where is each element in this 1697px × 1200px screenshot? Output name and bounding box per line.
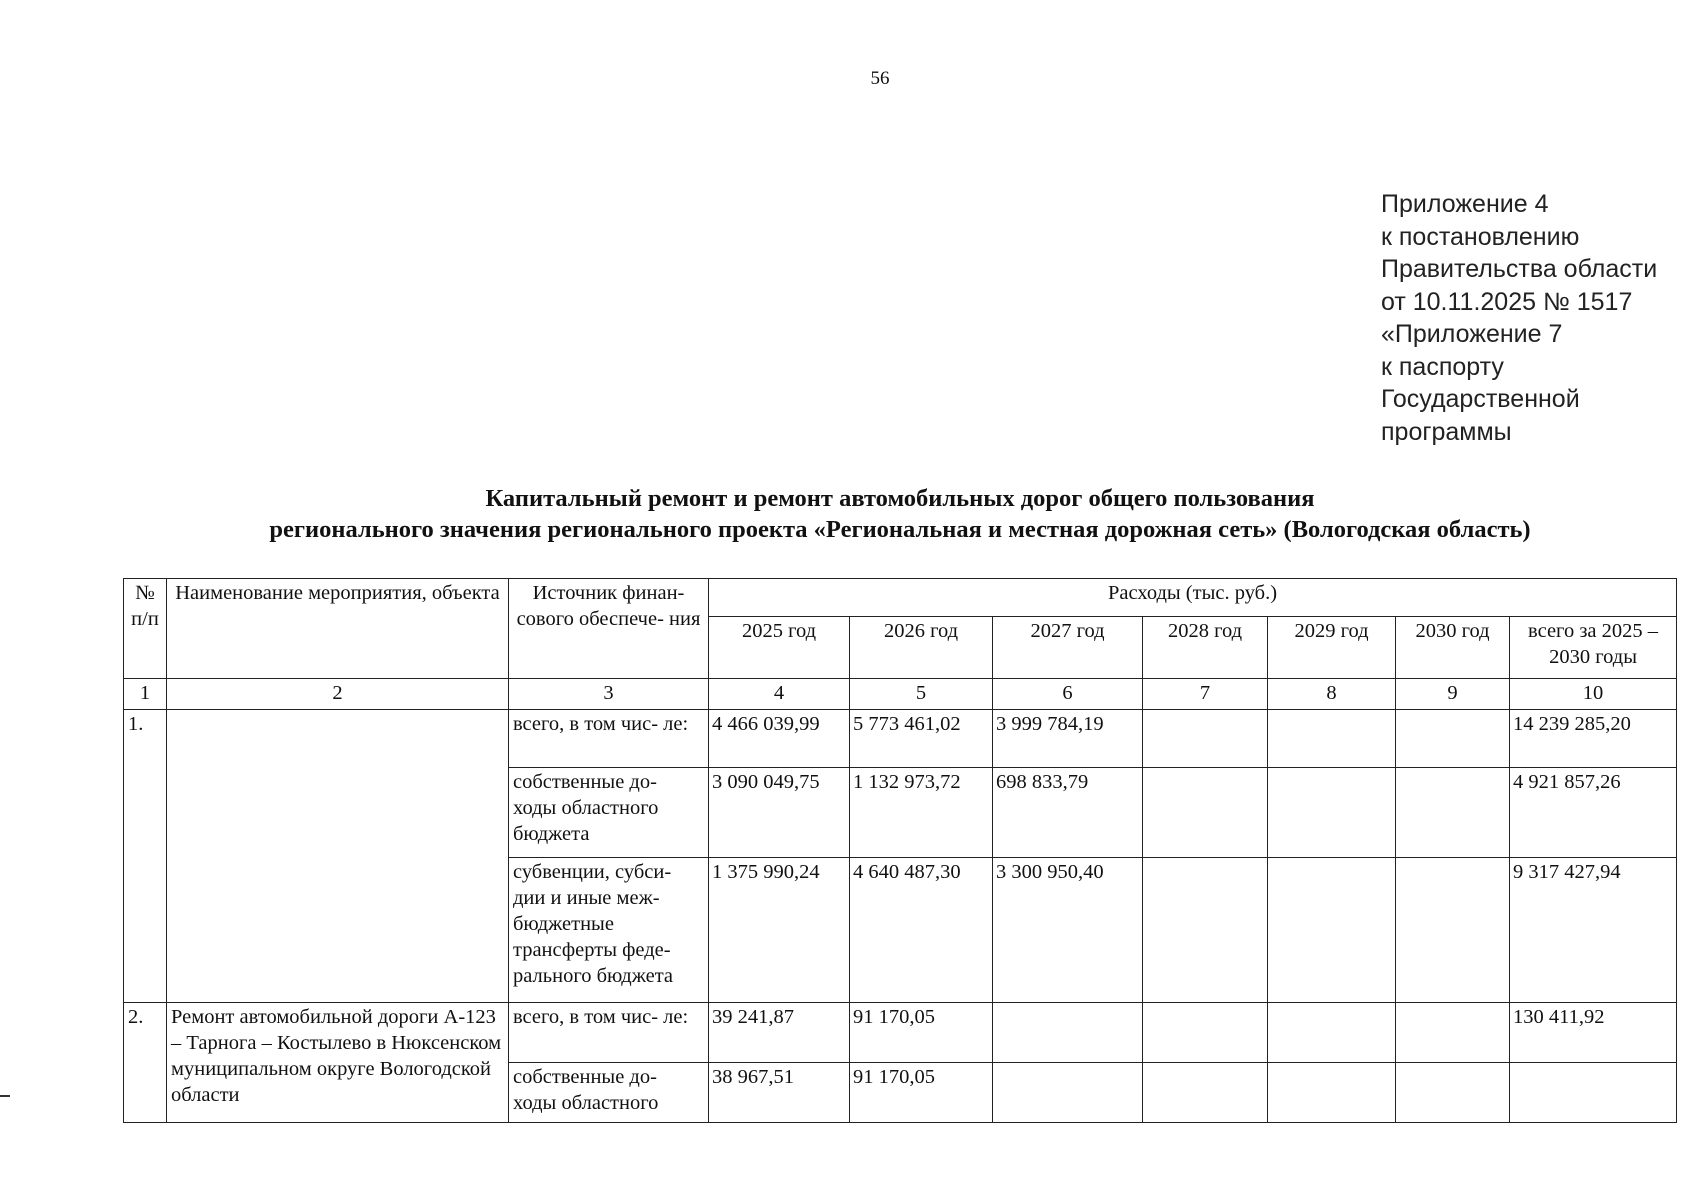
row-value: 91 170,05 [850, 1003, 993, 1063]
header-expenses: Расходы (тыс. руб.) [709, 579, 1677, 617]
table-row [124, 710, 1677, 768]
appendix-line: «Приложение 7 [1381, 320, 1563, 348]
header-year: 2026 год [850, 617, 993, 679]
header-year: 2028 год [1143, 617, 1268, 679]
row-name: Ремонт автомобильной дороги А-123 – Тарнога – Костылево в Нюксенском муниципальном округе Вологодской области [167, 1003, 509, 1123]
row-value [1396, 768, 1510, 858]
column-number: 8 [1268, 679, 1396, 710]
row-value: 39 241,87 [709, 1003, 850, 1063]
row-source: собственные до- ходы областного бюджета [509, 768, 709, 858]
appendix-line: Правительства области [1381, 255, 1658, 283]
row-value: 3 090 049,75 [709, 768, 850, 858]
row-value: 5 773 461,02 [850, 710, 993, 768]
row-name [167, 710, 509, 1003]
row-value [1143, 1063, 1268, 1123]
row-value [1143, 768, 1268, 858]
row-value [1143, 710, 1268, 768]
margin-mark [0, 1095, 10, 1097]
row-value [1396, 858, 1510, 1003]
row-total: 4 921 857,26 [1510, 768, 1677, 858]
row-value [1268, 710, 1396, 768]
row-value [1143, 1003, 1268, 1063]
column-number: 10 [1510, 679, 1677, 710]
header-year: 2030 год [1396, 617, 1510, 679]
row-source: всего, в том чис- ле: [509, 710, 709, 768]
row-value [993, 1003, 1143, 1063]
appendix-line: к паспорту [1381, 352, 1504, 381]
row-value: 1 375 990,24 [709, 858, 850, 1003]
row-value [993, 1063, 1143, 1123]
row-value: 4 640 487,30 [850, 858, 993, 1003]
header-source: Источник финан- сового обеспече- ния [509, 579, 709, 679]
row-value: 91 170,05 [850, 1063, 993, 1123]
row-total [1510, 1063, 1677, 1123]
appendix-line: Государственной [1381, 385, 1580, 413]
column-number: 9 [1396, 679, 1510, 710]
row-value [1396, 710, 1510, 768]
column-number: 3 [509, 679, 709, 710]
row-value: 3 300 950,40 [993, 858, 1143, 1003]
header-year: 2029 год [1268, 617, 1396, 679]
row-value [1396, 1003, 1510, 1063]
row-total: 9 317 427,94 [1510, 858, 1677, 1003]
document-title [120, 483, 1680, 545]
row-value: 1 132 973,72 [850, 768, 993, 858]
appendix-block [1381, 188, 1657, 448]
row-value [1396, 1063, 1510, 1123]
title-line: регионального значения регионального проекта «Региональная и местная дорожная сеть» (Вологодская область) [269, 516, 1531, 543]
appendix-line: к постановлению [1381, 222, 1580, 251]
column-number: 4 [709, 679, 850, 710]
row-number: 1. [124, 710, 167, 1003]
appendix-line: Приложение 4 [1381, 190, 1549, 218]
row-value [1143, 858, 1268, 1003]
row-value: 38 967,51 [709, 1063, 850, 1123]
appendix-line: от 10.11.2025 № 1517 [1381, 287, 1633, 316]
row-source: субвенции, субси- дии и иные меж- бюджетные трансферты феде- рального бюджета [509, 858, 709, 1003]
row-number: 2. [124, 1003, 167, 1123]
title-line: Капитальный ремонт и ремонт автомобильных дорог общего пользования [485, 485, 1315, 512]
header-num: № п/п [124, 579, 167, 679]
column-number: 5 [850, 679, 993, 710]
row-value [1268, 768, 1396, 858]
row-value: 698 833,79 [993, 768, 1143, 858]
column-number: 6 [993, 679, 1143, 710]
header-year: 2027 год [993, 617, 1143, 679]
row-value [1268, 858, 1396, 1003]
row-total: 130 411,92 [1510, 1003, 1677, 1063]
row-source: всего, в том чис- ле: [509, 1003, 709, 1063]
row-total: 14 239 285,20 [1510, 710, 1677, 768]
table-row [124, 1003, 1677, 1063]
header-total: всего за 2025 – 2030 годы [1510, 617, 1677, 679]
page-number: 56 [870, 68, 890, 89]
column-number: 7 [1143, 679, 1268, 710]
appendix-line: программы [1381, 417, 1512, 446]
row-value [1268, 1003, 1396, 1063]
header-year: 2025 год [709, 617, 850, 679]
row-source: собственные до- ходы областного [509, 1063, 709, 1123]
header-name: Наименование мероприятия, объекта [167, 579, 509, 679]
row-value: 3 999 784,19 [993, 710, 1143, 768]
column-number: 2 [167, 679, 509, 710]
expenses-table [123, 578, 1677, 1123]
row-value [1268, 1063, 1396, 1123]
column-number: 1 [124, 679, 167, 710]
row-value: 4 466 039,99 [709, 710, 850, 768]
